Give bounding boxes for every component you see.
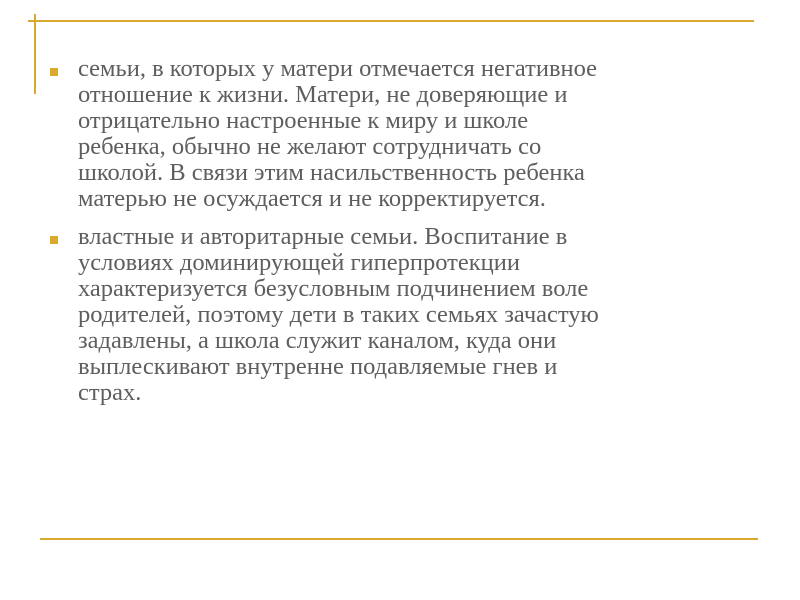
frame-top-rule [28,20,754,22]
line: страх. [78,379,142,406]
frame-bottom-rule [40,538,758,540]
line: родителей, поэтому дети в таких семьях зачастую [78,301,599,328]
line: школой. В связи этим насильственность ребенка [78,159,585,186]
bullet-text-1 [78,56,746,212]
line: характеризуется безусловным подчинением воле [78,275,589,302]
frame-left-rule [34,14,36,94]
bullet-list [46,56,746,418]
line: ребенка, обычно не желают сотрудничать со [78,133,542,160]
bullet-item-2 [46,224,746,406]
line: семьи, в которых у матери отмечается негативное [78,55,598,82]
bullet-text-2 [78,224,746,406]
bullet-item-1 [46,56,746,212]
line: властные и авторитарные семьи. Воспитание в [78,223,568,250]
line: отношение к жизни. Матери, не доверяющие и [78,81,568,108]
line: отрицательно настроенные к миру и школе [78,107,529,134]
line: выплескивают внутренне подавляемые гнев и [78,353,558,380]
line: условиях доминирующей гиперпротекции [78,249,520,276]
line: задавлены, а школа служит каналом, куда они [78,327,557,354]
square-bullet-icon [50,68,58,76]
line: матерью не осуждается и не корректируется. [78,185,546,212]
square-bullet-icon [50,236,58,244]
